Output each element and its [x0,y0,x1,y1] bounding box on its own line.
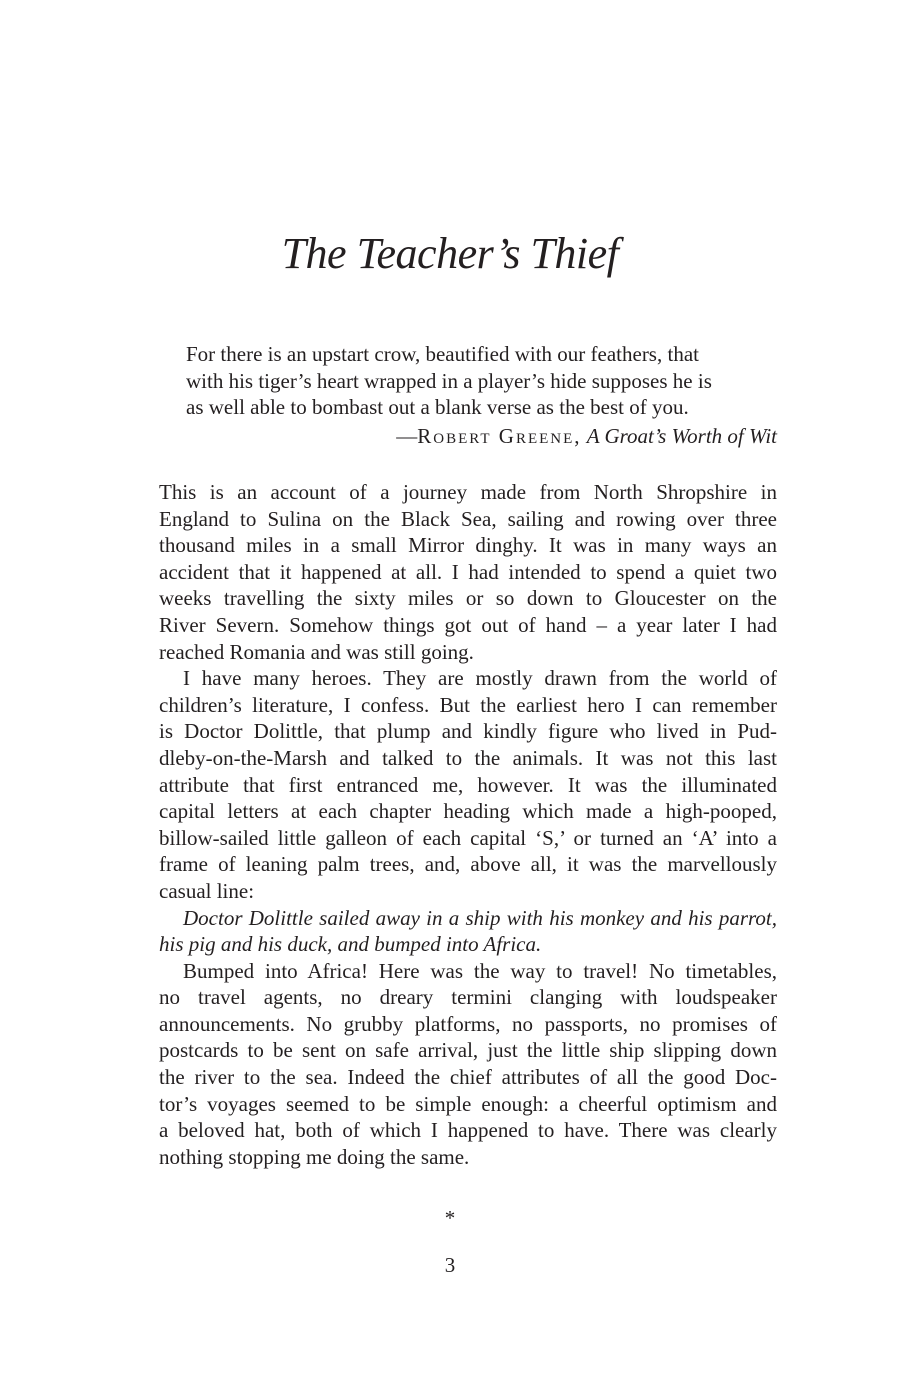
page-number: 3 [444,1253,456,1277]
epigraph [186,341,786,421]
text-line: England to Sulina on the Black Sea, sailing and rowing over three [159,506,777,531]
text-line: no travel agents, no dreary termini clanging with loudspeaker [159,985,777,1010]
text-line: River Severn. Somehow things got out of hand – a year later I had [159,612,777,637]
text-line: capital letters at each chapter heading which made a high-pooped, [159,799,777,824]
epigraph-line: For there is an upstart crow, beautified with our feathers, that [186,342,699,366]
text-line: This is an account of a journey made from North Shropshire in [159,480,777,504]
attribution-author: Robert Greene, [417,424,582,448]
text-line: Doctor Dolittle sailed away in a ship with his monkey and his parrot, [183,905,777,930]
epigraph-line: as well able to bombast out a blank verse as the best of you. [186,395,689,419]
paragraph-4 [159,958,777,1171]
text-line: Bumped into Africa! Here was the way to travel! No timetables, [183,958,777,983]
text-line: reached Romania and was still going. [159,639,474,664]
text-line: tor’s voyages seemed to be simple enough: a cheerful optimism and [159,1091,777,1116]
text-line: attribute that first entranced me, however. It was the illuminated [159,772,777,797]
chapter-title: The Teacher’s Thief [281,229,619,278]
text-line: dleby-on-the-Marsh and talked to the animals. It was not this last [159,745,777,770]
text-line: postcards to be sent on safe arrival, just the little ship slipping down [159,1038,777,1063]
text-line: billow-sailed little galleon of each capital ‘S,’ or turned an ‘A’ into a [159,825,777,850]
text-line: the river to the sea. Indeed the chief attributes of all the good Doc- [159,1065,777,1090]
text-line: a beloved hat, both of which I happened to have. There was clearly [159,1118,777,1143]
text-line: is Doctor Dolittle, that plump and kindly figure who lived in Pud- [159,719,777,744]
text-line: nothing stopping me doing the same. [159,1144,470,1169]
paragraph-3-quote [159,905,777,958]
text-line: children’s literature, I confess. But the earliest hero I can remember [159,692,777,717]
epigraph-line: with his tiger’s heart wrapped in a player’s hide supposes he is [186,368,712,393]
body-text [159,479,777,1170]
attribution-work: A Groat’s Worth of Wit [586,424,777,448]
attribution-dash: — [396,424,418,448]
text-line: casual line: [159,878,255,903]
text-line: I have many heroes. They are mostly drawn from the world of [183,666,777,691]
text-line: thousand miles in a small Mirror dinghy. It was in many ways an [159,533,777,558]
paragraph-2 [159,665,777,904]
paragraph-1 [159,479,777,665]
text-line: weeks travelling the sixty miles or so down to Gloucester on the [159,586,777,611]
section-break: * [444,1206,456,1230]
text-line: frame of leaning palm trees, and, above all, it was the marvellously [159,852,777,877]
epigraph-attribution [396,423,777,450]
text-line: accident that it happened at all. I had intended to spend a quiet two [159,559,777,584]
text-line: announcements. No grubby platforms, no passports, no promises of [159,1011,777,1036]
text-line: his pig and his duck, and bumped into Africa. [159,932,542,957]
